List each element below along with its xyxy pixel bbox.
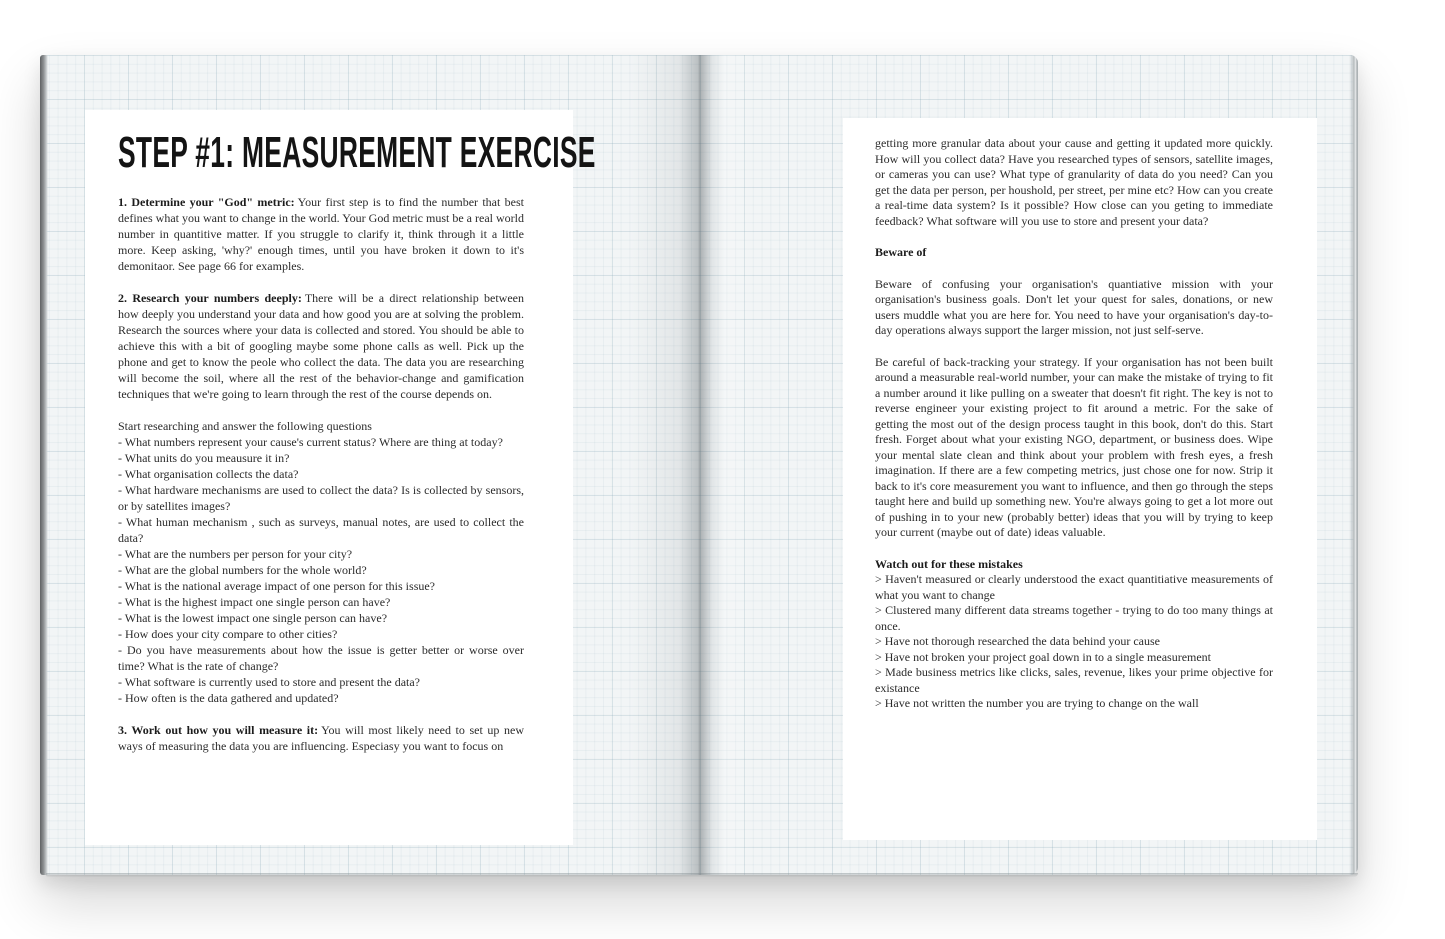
question-item: - What software is currently used to store and present the data? bbox=[118, 675, 421, 689]
mistake-item: > Have not thorough researched the data behind your cause bbox=[875, 634, 1160, 648]
question-item: - What organisation collects the data? bbox=[118, 467, 299, 481]
question-item: - What hardware mechanisms are used to collect the data? Is is collected by sensors, or by satellites images? bbox=[118, 483, 524, 513]
beware-heading: Beware of bbox=[875, 245, 927, 259]
closing-paragraph bbox=[118, 722, 524, 754]
left-page-sheet bbox=[85, 110, 596, 845]
mistakes-list bbox=[875, 572, 1273, 712]
paragraph-lead: 1. Determine your "God" metric: bbox=[118, 195, 295, 209]
paragraph-text: Your first step is to find the number that best defines what you want to change in the world. Your God metric must be a real world number in quantitive matter. If you struggle to clarify it, think through it a little more. Keep asking, 'why?' enough times, until you have broken it down to it's demonitaor. See page 66 for examples. bbox=[118, 195, 524, 273]
question-item: - What is the lowest impact one single person can have? bbox=[118, 611, 388, 625]
book-spread bbox=[40, 55, 1358, 875]
numbered-paragraphs bbox=[118, 194, 524, 402]
numbered-paragraph bbox=[118, 290, 524, 402]
question-item: - What units do you meausure it in? bbox=[118, 451, 290, 465]
question-item: - What human mechanism , such as surveys, manual notes, are used to collect the data? bbox=[118, 515, 524, 545]
mistake-item: > Made business metrics like clicks, sales, revenue, likes your prime objective for existance bbox=[875, 665, 1273, 695]
questions-intro: Start researching and answer the following questions bbox=[118, 419, 372, 433]
question-item: - What are the global numbers for the whole world? bbox=[118, 563, 367, 577]
question-item: - How often is the data gathered and updated? bbox=[118, 691, 339, 705]
closing-lead: 3. Work out how you will measure it: bbox=[118, 723, 319, 737]
paragraph-lead: 2. Research your numbers deeply: bbox=[118, 291, 302, 305]
questions-list bbox=[118, 434, 524, 706]
mistake-item: > Haven't measured or clearly understood the exact quantitiative measurements of what you want to change bbox=[875, 572, 1273, 602]
page-title: STEP #1: MEASUREMENT EXERCISE bbox=[118, 128, 596, 177]
question-item: - What is the highest impact one single person can have? bbox=[118, 595, 391, 609]
right-page-sheet bbox=[843, 118, 1317, 840]
question-item: - Do you have measurements about how the issue is getter better or worse over time? What is the rate of change? bbox=[118, 643, 524, 673]
closing-text: You will most likely need to set up new ways of measuring the data you are influencing. Especiasy you want to focus on bbox=[118, 723, 524, 753]
mistake-item: > Have not broken your project goal down in to a single measurement bbox=[875, 649, 1212, 664]
beware-paragraphs bbox=[875, 277, 1273, 541]
question-item: - How does your city compare to other cities? bbox=[118, 627, 338, 641]
beware-paragraph: Beware of confusing your organisation's quantiative mission with your organisation's business goals. Don't let your quest for sales, donations, or new users muddle what you are here for. You need to have your organisation's day-to-day operations always support the larger mission, not just self-serve. bbox=[875, 276, 1273, 337]
beware-paragraph: Be careful of back-tracking your strategy. If your organisation has not been built around a measurable real-world number, your can make the mistake of trying to fit a number around it like pulling on a sweater that doesn't fit right. The key is not to reverse engineer your existing project to fit around a metric. For the sake of getting the most out of the design process taught in this book, don't do this. Start fresh. Forget about what your existing NGO, department, or business does. Wipe your mental slate clean and think about your problem with fresh eyes, a fresh imagination. If there are a few competing metrics, just chose one for now. Strip it back to it's core measurement you want to influence, and then go through the steps taught here and build up something new. You're always going to get a lot more out of pushing in to your new (probably better) ideas that you will by trying to keep your current (maybe out of date) ideas valuable. bbox=[875, 354, 1273, 539]
question-item: - What numbers represent your cause's current status? Where are thing at today? bbox=[118, 435, 503, 449]
numbered-paragraph bbox=[118, 194, 524, 274]
question-item: - What is the national average impact of one person for this issue? bbox=[118, 579, 436, 593]
opening-paragraph: getting more granular data about your cause and getting it updated more quickly. How will you collect data? Have you researched types of sensors, satellite images, or cameras you can use? What type of granularity of data do you need? Can you get the data per person, per houshold, per street, per mine etc? How can you create a real-time data system? Is it possible? How close can you geting to immediate feedback? What software will you use to store and present your data? bbox=[875, 136, 1273, 228]
mistake-item: > Clustered many different data streams together - trying to do too many things at once. bbox=[875, 603, 1273, 633]
mistake-item: > Have not written the number you are trying to change on the wall bbox=[875, 696, 1199, 710]
question-item: - What are the numbers per person for your city? bbox=[118, 547, 353, 561]
mistakes-heading: Watch out for these mistakes bbox=[875, 556, 1023, 571]
paragraph-text: There will be a direct relationship between how deeply you understand your data and how good you are at solving the problem. Research the sources where your data is collected and stored. You should be able to achieve this with a bit of googling maybe some phone calls as well. Pick up the phone and get to know the peole who collect the data. The data you are researching will become the soil, where all the rest of the behavior-change and gamification techniques that we're going to learn through the rest of the course depends on. bbox=[118, 291, 524, 401]
